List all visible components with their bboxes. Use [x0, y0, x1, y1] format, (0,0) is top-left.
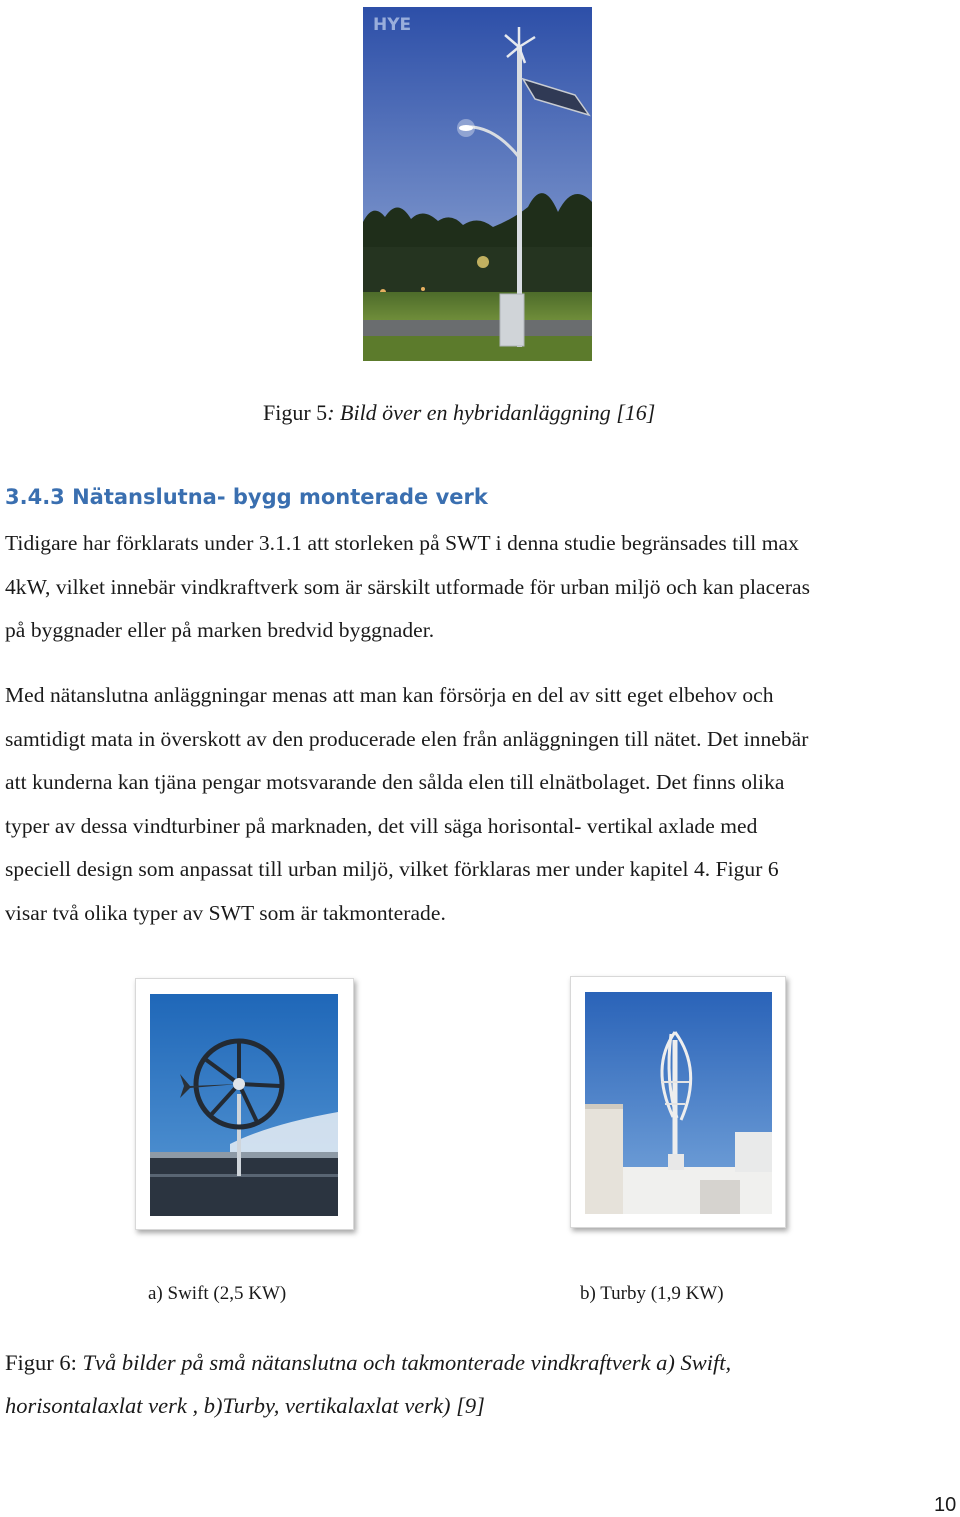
paragraph-1 — [5, 522, 810, 653]
figure-6b-label: b) Turby (1,9 KW) — [580, 1283, 724, 1304]
paragraph-2-line: att kunderna kan tjäna pengar motsvarande den sålda elen till elnätbolaget. Det finns olika — [5, 770, 785, 794]
figure-6-caption-line-2 — [5, 1384, 731, 1427]
figure-6-caption-text-1: Två bilder på små nätanslutna och takmonterade vindkraftverk a) Swift, — [82, 1350, 732, 1375]
page-number: 10 — [934, 1494, 957, 1516]
figure-6-caption-text-2: horisontalaxlat verk , b)Turby, vertikalaxlat verk) [9] — [5, 1393, 485, 1418]
swift-turbine-photo — [150, 994, 338, 1216]
paragraph-2-line: speciell design som anpassat till urban miljö, vilket förklaras mer under kapitel 4. Figur 6 — [5, 857, 779, 881]
swift-turbine-photo-frame — [135, 978, 354, 1230]
figure-6-caption-line-1 — [5, 1341, 731, 1384]
hybrid-streetlight-photo — [363, 7, 592, 361]
paragraph-1-line: 4kW, vilket innebär vindkraftverk som är särskilt utformade för urban miljö och kan placeras — [5, 574, 811, 599]
figure-6a-label: a) Swift (2,5 KW) — [148, 1283, 287, 1304]
paragraph-1-line: Tidigare har förklarats under 3.1.1 att storleken på SWT i denna studie begränsades till max — [5, 531, 799, 555]
figure-6-caption — [5, 1341, 731, 1427]
figure-5-caption-prefix: Figur 5 — [263, 400, 328, 425]
photo-watermark-logo: HYE — [373, 15, 412, 35]
paragraph-2-line: Med nätanslutna anläggningar menas att man kan försörja en del av sitt eget elbehov och — [5, 683, 774, 707]
paragraph-2 — [5, 674, 808, 935]
figure-6-caption-prefix: Figur 6: — [5, 1350, 77, 1375]
turby-turbine-photo-frame — [570, 976, 786, 1228]
turby-turbine-photo — [585, 992, 772, 1214]
paragraph-2-line: samtidigt mata in överskott av den producerade elen från anläggningen till nätet. Det innebär — [5, 726, 809, 751]
figure-5-caption-text: : Bild över en hybridanläggning [16] — [327, 400, 656, 425]
paragraph-2-line: typer av dessa vindturbiner på marknaden, det vill säga horisontal- vertikal axlade med — [5, 813, 758, 838]
section-heading: 3.4.3 Nätanslutna- bygg monterade verk — [5, 485, 488, 509]
paragraph-2-line: visar två olika typer av SWT som är takmonterade. — [5, 900, 446, 925]
paragraph-1-line: på byggnader eller på marken bredvid byggnader. — [5, 618, 435, 642]
figure-5-caption — [263, 400, 655, 426]
